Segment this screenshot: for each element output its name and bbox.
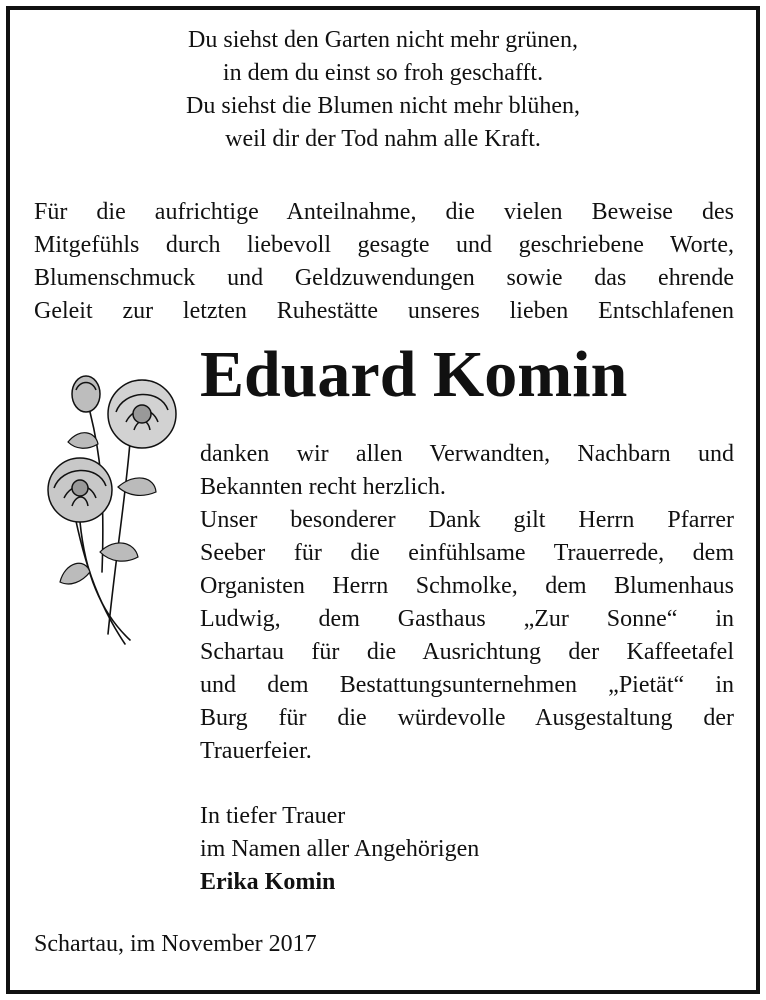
roses-illustration: [30, 372, 190, 652]
intro-line: Geleit zur letzten Ruhestätte unseres lieben Entschlafenen: [34, 298, 734, 324]
poem: [0, 24, 766, 156]
poem-line: in dem du einst so froh geschafft.: [222, 60, 544, 86]
closing-line: im Namen aller Angehörigen: [200, 836, 480, 862]
thanks-line: Trauerfeier.: [200, 738, 312, 764]
thanks-line: Ludwig, dem Gasthaus „Zur Sonne“ in: [200, 606, 734, 632]
poem-line: weil dir der Tod nahm alle Kraft.: [225, 126, 541, 152]
place-date: Schartau, im November 2017: [34, 931, 317, 957]
thanks-line: und dem Bestattungsunternehmen „Pietät“ in: [200, 672, 734, 698]
closing-block: [200, 800, 479, 899]
intro-paragraph: [34, 196, 734, 328]
thanks-paragraph: [200, 438, 734, 768]
deceased-name: Eduard Komin: [200, 338, 628, 411]
intro-line: Für die aufrichtige Anteilnahme, die vielen Beweise des: [34, 199, 734, 225]
thanks-line: Bekannten recht herzlich.: [200, 474, 446, 500]
poem-line: Du siehst den Garten nicht mehr grünen,: [188, 27, 578, 53]
thanks-line: Seeber für die einfühlsame Trauerrede, dem: [200, 540, 734, 566]
thanks-line: Unser besonderer Dank gilt Herrn Pfarrer: [200, 507, 734, 533]
poem-line: Du siehst die Blumen nicht mehr blühen,: [186, 93, 580, 119]
thanks-line: Organisten Herrn Schmolke, dem Blumenhaus: [200, 573, 734, 599]
thanks-line: danken wir allen Verwandten, Nachbarn und: [200, 441, 734, 467]
intro-line: Blumenschmuck und Geldzuwendungen sowie das ehrende: [34, 265, 734, 291]
signatory-name: Erika Komin: [200, 869, 336, 895]
closing-line: In tiefer Trauer: [200, 803, 346, 829]
thanks-line: Schartau für die Ausrichtung der Kaffeetafel: [200, 639, 734, 665]
intro-line: Mitgefühls durch liebevoll gesagte und geschriebene Worte,: [34, 232, 734, 258]
thanks-line: Burg für die würdevolle Ausgestaltung der: [200, 705, 734, 731]
